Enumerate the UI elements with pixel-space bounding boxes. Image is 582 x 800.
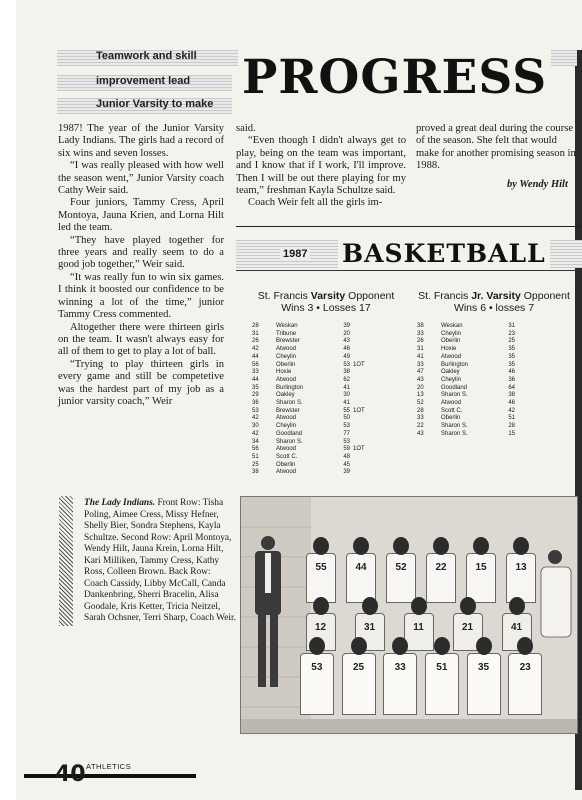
player-head (313, 537, 329, 555)
schedule-row (417, 338, 515, 346)
home-score: 42 (252, 430, 259, 437)
varsity-record: Wins 3 • Losses 17 (281, 302, 371, 314)
caption-hatch-decoration (59, 496, 73, 626)
player-jersey (306, 553, 336, 603)
player-head (513, 537, 529, 555)
player-jersey (426, 553, 456, 603)
home-score: 41 (417, 353, 424, 360)
opponent-name: Cheylin (276, 423, 297, 430)
player-figure (426, 537, 456, 603)
player-figure (306, 537, 336, 603)
schedule-row (417, 431, 515, 439)
opponent-name: Burlington (441, 361, 469, 368)
schedule-row (252, 346, 373, 354)
home-score: 31 (252, 330, 259, 337)
player-figure (466, 537, 496, 603)
header-tagline-1: Teamwork and skill (96, 50, 197, 62)
opponent-score: 53 (343, 423, 350, 430)
jersey-number: 44 (355, 562, 367, 573)
front-row (296, 637, 546, 717)
schedule-row (252, 415, 373, 423)
overtime-note (350, 392, 373, 400)
varsity-heading-prefix: St. Francis (257, 290, 311, 302)
home-score: 22 (417, 423, 424, 430)
opponent-score: 77 (343, 430, 350, 437)
overtime-note (350, 423, 373, 431)
opponent-name: Sharon S. (441, 392, 468, 399)
opponent-score: 38 (508, 392, 515, 399)
article-paragraph: “It was really fun to win six games. I think it boosted our confidence to be winning a lot of the time,” junior Tammy Cress commented. (58, 271, 224, 321)
jersey-number: 35 (477, 662, 490, 673)
overtime-note (350, 454, 373, 462)
opponent-score: 46 (508, 400, 515, 407)
opponent-score: 35 (508, 353, 515, 360)
opponent-name: Atwood (276, 415, 297, 422)
home-score: 38 (417, 323, 424, 329)
schedule-row (417, 362, 515, 370)
opponent-score: 28 (508, 423, 515, 430)
schedule-row (417, 400, 515, 408)
schedule-row (252, 369, 373, 377)
player-jersey (508, 653, 542, 715)
schedule-row (417, 408, 515, 416)
player-figure (386, 537, 416, 603)
overtime-note (350, 369, 373, 377)
home-score: 33 (417, 361, 424, 368)
jv-record: Wins 6 • losses 7 (453, 302, 535, 314)
player-jersey (346, 553, 376, 603)
schedule-row (252, 338, 373, 346)
opponent-name: Cheylin (441, 330, 462, 337)
home-score: 28 (252, 323, 259, 329)
home-score: 28 (417, 407, 424, 414)
schedule-row (417, 392, 515, 400)
player-jersey (383, 653, 417, 715)
jersey-number: 25 (352, 662, 365, 673)
home-score: 13 (417, 392, 424, 399)
opponent-score: 20 (343, 330, 350, 337)
player-head (393, 537, 409, 555)
schedule-row (252, 323, 373, 331)
schedule-row (417, 369, 515, 377)
player-head (473, 537, 489, 555)
opponent-score: 59 (343, 446, 350, 453)
article-paragraph: 1987! The year of the Junior Varsity Lady Indians. The girls had a record of six wins and seven losses. (58, 123, 224, 159)
player-head (460, 597, 476, 615)
opponent-name: Oakley (441, 369, 460, 376)
overtime-note (350, 462, 373, 470)
opponent-score: 64 (508, 384, 515, 391)
article-paragraph: Coach Weir felt all the girls im- (248, 197, 383, 209)
schedule-row (252, 385, 373, 393)
opponent-score: 36 (508, 376, 515, 383)
page-gutter (0, 0, 16, 800)
opponent-score: 62 (343, 376, 350, 383)
opponent-name: Sharon S. (276, 438, 303, 445)
schedule-row (252, 469, 373, 477)
home-score: 56 (252, 446, 259, 453)
opponent-name: Oakley (276, 392, 295, 399)
jersey-number: 12 (314, 622, 327, 633)
opponent-score: 31 (508, 323, 515, 329)
schedule-row (252, 354, 373, 362)
jv-heading (410, 290, 578, 314)
jersey-number: 22 (435, 562, 447, 573)
home-score: 52 (417, 400, 424, 407)
opponent-name: Oberlin (441, 415, 461, 422)
home-score: 44 (252, 353, 259, 360)
article-column-1 (58, 123, 224, 408)
opponent-score: 25 (508, 338, 515, 345)
schedule-row (252, 431, 373, 439)
article-column-3 (416, 123, 576, 173)
opponent-score: 48 (343, 453, 350, 460)
home-score: 51 (252, 453, 259, 460)
opponent-name: Burlington (276, 384, 304, 391)
opponent-name: Hoxie (441, 346, 457, 353)
opponent-score: 38 (343, 369, 350, 376)
opponent-name: Weskan (276, 323, 298, 329)
opponent-score: 46 (343, 346, 350, 353)
opponent-score: 23 (508, 330, 515, 337)
home-score: 33 (417, 330, 424, 337)
player-head (353, 537, 369, 555)
home-score: 43 (417, 376, 424, 383)
varsity-heading (246, 290, 406, 314)
overtime-note (350, 400, 373, 408)
player-jersey (300, 653, 334, 715)
opponent-score: 53 (343, 438, 350, 445)
opponent-name: Goodland (276, 430, 303, 437)
opponent-name: Atwood (276, 446, 297, 453)
schedule-row (252, 439, 373, 447)
article-paragraph: “They have played together for three years and really seem to do a good job together,” Weir said. (58, 234, 224, 271)
opponent-name: Tribune (276, 330, 297, 337)
opponent-score: 42 (508, 407, 515, 414)
opponent-name: Atwood (276, 376, 297, 383)
home-score: 33 (252, 369, 259, 376)
jersey-number: 51 (436, 662, 448, 673)
player-head (309, 637, 325, 655)
opponent-name: Cheylin (276, 353, 297, 360)
player-figure (506, 537, 536, 603)
overtime-note (350, 377, 373, 385)
opponent-name: Sharon S. (276, 400, 303, 407)
schedule-row (252, 377, 373, 385)
opponent-name: Goodland (441, 384, 468, 391)
home-score: 25 (252, 461, 259, 468)
opponent-score: 15 (508, 430, 515, 437)
home-score: 20 (417, 384, 424, 391)
jersey-number: 11 (413, 622, 424, 633)
opponent-name: Weskan (441, 323, 463, 329)
overtime-note (350, 338, 373, 346)
opponent-score: 39 (343, 469, 350, 476)
opponent-name: Atwood (441, 400, 462, 407)
jersey-number: 52 (395, 562, 407, 573)
overtime-note (350, 469, 373, 477)
home-score: 26 (417, 338, 424, 345)
opponent-name: Oberlin (441, 338, 461, 345)
opponent-name: Atwood (276, 346, 297, 353)
player-figure (346, 537, 376, 603)
player-figure (342, 637, 376, 715)
header-tagline-2: improvement lead (96, 75, 191, 87)
home-score: 43 (417, 430, 424, 437)
home-score: 47 (417, 369, 424, 376)
opponent-name: Cheylin (441, 376, 462, 383)
overtime-note (350, 385, 373, 393)
player-figure (425, 637, 459, 715)
player-head (476, 637, 492, 655)
opponent-score: 53 (343, 361, 350, 368)
overtime-note (350, 323, 373, 331)
opponent-name: Atwood (276, 469, 297, 476)
varsity-heading-bold: Varsity (310, 290, 346, 302)
overtime-note (350, 346, 373, 354)
jersey-number: 31 (363, 622, 376, 633)
player-head (509, 597, 525, 615)
opponent-name: Atwood (441, 353, 462, 360)
home-score: 42 (252, 415, 259, 422)
jersey-number: 53 (311, 662, 323, 673)
schedule-row (252, 331, 373, 339)
page-title: PROGRESS (238, 50, 551, 106)
opponent-score: 41 (343, 384, 350, 391)
opponent-score: 41 (343, 400, 350, 407)
home-score: 26 (252, 338, 259, 345)
article-paragraph: Altogether there were thirteen girls on the team. It wasn't always easy for all of them to get to play a lot of ball. (58, 321, 224, 358)
player-figure (508, 637, 542, 715)
home-score: 42 (252, 346, 259, 353)
jv-schedule (417, 323, 515, 439)
overtime-note (350, 431, 373, 439)
home-score: 29 (252, 392, 259, 399)
schedule-row (252, 400, 373, 408)
player-figure (383, 637, 417, 715)
opponent-score: 35 (508, 346, 515, 353)
player-jersey (467, 653, 501, 715)
player-jersey (342, 653, 376, 715)
article-paragraph: said. (236, 123, 256, 134)
schedule-row (252, 423, 373, 431)
home-score: 56 (252, 361, 259, 368)
schedule-row (252, 446, 373, 454)
home-score: 44 (252, 376, 259, 383)
home-score: 38 (252, 469, 259, 476)
schedule-row (252, 454, 373, 462)
player-head (351, 637, 367, 655)
byline: by Wendy Hilt (507, 179, 568, 190)
jersey-number: 41 (510, 622, 523, 633)
jv-heading-bold: Jr. Varsity (471, 290, 521, 302)
home-score: 33 (417, 415, 424, 422)
opponent-score: 46 (508, 369, 515, 376)
player-head (362, 597, 378, 615)
opponent-name: Sharon S. (441, 423, 468, 430)
schedule-row (252, 462, 373, 470)
page-number: 40 (55, 762, 86, 787)
opponent-score: 35 (508, 361, 515, 368)
home-score: 30 (252, 423, 259, 430)
article-column-2 (236, 123, 406, 210)
player-figure (467, 637, 501, 715)
opponent-name: Scott C. (276, 453, 298, 460)
player-head (313, 597, 329, 615)
jersey-number: 33 (394, 662, 406, 673)
schedule-row (417, 385, 515, 393)
article-paragraph: “Trying to play thirteen girls in every game and still be competetive was the hardest part of my job as a junior varsity coach,” Weir (58, 358, 224, 407)
player-head (411, 597, 427, 615)
jersey-number: 13 (515, 562, 527, 573)
player-jersey (506, 553, 536, 603)
home-score: 35 (252, 384, 259, 391)
opponent-score: 49 (343, 353, 350, 360)
jersey-number: 15 (475, 562, 487, 573)
opponent-name: Oberlin (276, 461, 296, 468)
jersey-number: 21 (461, 622, 474, 633)
schedule-row (417, 415, 515, 423)
overtime-note: 1OT (353, 446, 365, 453)
opponent-name: Brewster (276, 407, 300, 414)
schedule-row (417, 354, 515, 362)
home-score: 53 (252, 407, 259, 414)
home-score: 36 (252, 400, 259, 407)
header-tagline-3: Junior Varsity to make (96, 98, 214, 110)
jersey-number: 55 (315, 562, 327, 573)
results-title: BASKETBALL (338, 238, 550, 270)
article-paragraph: proved a great deal during the course of the season. She felt that would make for another promising season in 1988. (416, 123, 576, 172)
overtime-note: 1OT (353, 361, 365, 368)
results-divider (236, 270, 582, 271)
caption-text: Front Row: Tisha Poling, Aimee Cress, Missy Hefner, Shelly Bier, Sondra Stephens, Kayla Schultze. Second Row: April Montoya, Wendy Hilt, Jauna Krein, Lorna Hilt, Kari Milliken, Tammy Cress, Kathy Ross, Colleen Brown. Back Row: Coach Cassidy, Libby McCall, Canda Dankenbring, Sherri Bracelin, Alisa Goodale, Kris Ketter, Tricia Neitzel, Sarah Ochsner, Terri Sharp, Coach Weir. (84, 498, 236, 623)
schedule-row (417, 323, 515, 331)
section-label: ATHLETICS (86, 762, 132, 771)
varsity-heading-suffix: Opponent (345, 290, 395, 302)
player-head (433, 537, 449, 555)
opponent-score: 30 (343, 392, 350, 399)
opponent-name: Scott C. (441, 407, 463, 414)
jv-heading-suffix: Opponent (520, 290, 570, 302)
photo-caption (84, 498, 236, 625)
overtime-note: 1OT (353, 407, 365, 414)
footer-rule (24, 774, 196, 778)
player-head (434, 637, 450, 655)
opponent-score: 43 (343, 338, 350, 345)
results-year: 1987 (280, 248, 310, 260)
caption-title: The Lady Indians. (84, 498, 156, 508)
opponent-name: Sharon S. (441, 430, 468, 437)
overtime-note (350, 331, 373, 339)
overtime-note (350, 439, 373, 447)
article-paragraph: “I was really pleased with how well the season went,” Junior Varsity coach Cathy Weir said. (58, 160, 224, 197)
article-paragraph: “Even though I didn't always get to play, being on the team was important, and I know that if I work, I'll improve. Then I will be out there playing for my team,” freshman Kayla Schultze said. (236, 135, 406, 197)
schedule-row (417, 377, 515, 385)
schedule-row (252, 362, 373, 370)
player-jersey (425, 653, 459, 715)
schedule-row (417, 423, 515, 431)
jersey-number: 23 (519, 662, 531, 673)
home-score: 31 (417, 346, 424, 353)
opponent-score: 45 (343, 461, 350, 468)
varsity-schedule (252, 323, 373, 477)
jv-heading-prefix: St. Francis (418, 290, 472, 302)
schedule-row (252, 408, 373, 416)
opponent-score: 51 (508, 415, 515, 422)
opponent-name: Brewster (276, 338, 300, 345)
schedule-row (252, 392, 373, 400)
opponent-name: Oberlin (276, 361, 296, 368)
schedule-row (417, 331, 515, 339)
article-paragraph: Four juniors, Tammy Cress, April Montoya, Jauna Krien, and Lorna Hilt led the team. (58, 197, 224, 234)
player-jersey (466, 553, 496, 603)
overtime-note (350, 415, 373, 423)
opponent-score: 55 (343, 407, 350, 414)
team-photo (240, 496, 578, 734)
opponent-name: Hoxie (276, 369, 292, 376)
home-score: 34 (252, 438, 259, 445)
opponent-score: 50 (343, 415, 350, 422)
overtime-note (350, 354, 373, 362)
opponent-score: 39 (343, 323, 350, 329)
schedule-row (417, 346, 515, 354)
player-jersey (386, 553, 416, 603)
player-figure (300, 637, 334, 715)
